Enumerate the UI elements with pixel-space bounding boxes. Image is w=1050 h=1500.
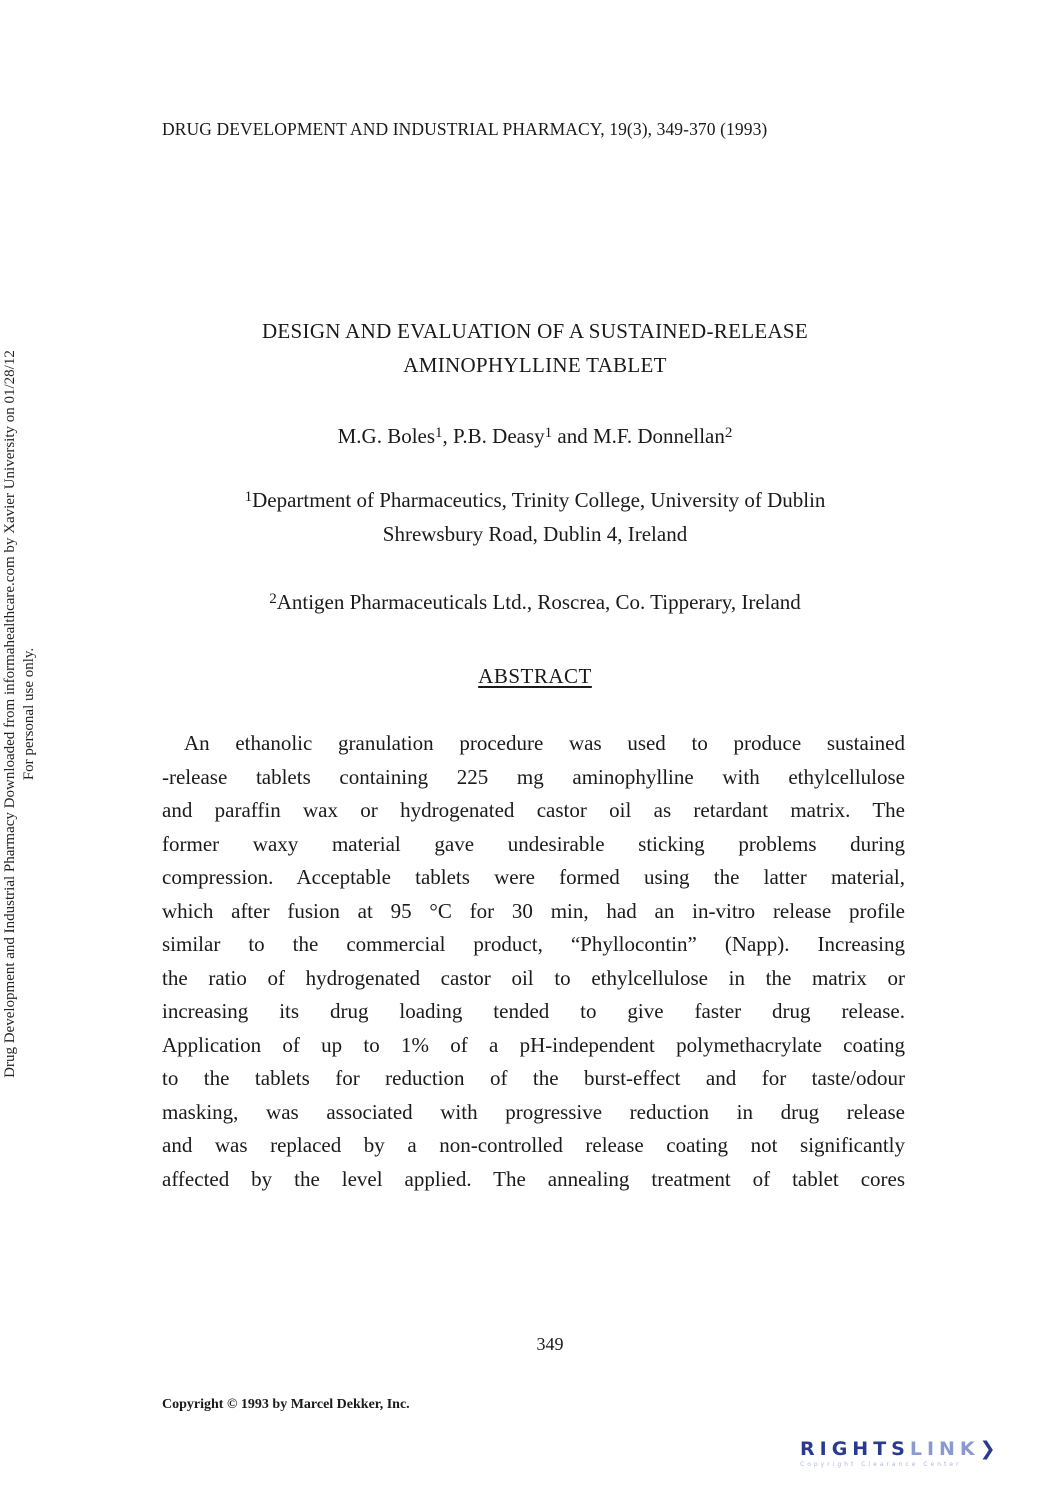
abstract-line: increasing its drug loading tended to give faster drug release. xyxy=(162,999,905,1023)
watermark-line-1: Drug Development and Industrial Pharmacy Downloaded from informahealthcare.com by Xavier University on 01/28/12 xyxy=(2,350,18,1078)
abstract-heading: ABSTRACT xyxy=(478,664,592,688)
download-watermark xyxy=(1,244,39,1184)
abstract-line: to the tablets for reduction of the burst-effect and for taste/odour xyxy=(162,1066,905,1090)
affiliation-2-line-1: Antigen Pharmaceuticals Ltd., Roscrea, Co. Tipperary, Ireland xyxy=(276,590,801,614)
copyright-notice: Copyright © 1993 by Marcel Dekker, Inc. xyxy=(162,1397,410,1412)
journal-header: DRUG DEVELOPMENT AND INDUSTRIAL PHARMACY, 19(3), 349-370 (1993) xyxy=(162,119,768,139)
abstract-line: -release tablets containing 225 mg aminophylline with ethylcellulose xyxy=(162,764,905,789)
paper-title-line-1: DESIGN AND EVALUATION OF A SUSTAINED-RELEASE xyxy=(261,319,809,343)
abstract-line: affected by the level applied. The annealing treatment of tablet cores xyxy=(162,1166,905,1191)
author-affil: 2 xyxy=(724,425,733,441)
abstract-line: masking, was associated with progressive reduction in drug release xyxy=(162,1099,905,1124)
author-affil: 1 xyxy=(435,425,443,441)
affiliation-2 xyxy=(150,590,920,615)
abstract-line: former waxy material gave undesirable sticking problems during xyxy=(162,831,905,856)
author-sep: , xyxy=(442,424,454,448)
affiliation-1-line-1: Department of Pharmaceutics, Trinity College, University of Dublin xyxy=(252,488,826,512)
affiliation-1-line-2: Shrewsbury Road, Dublin 4, Ireland xyxy=(382,522,688,546)
affil-marker: 1 xyxy=(244,489,253,505)
logo-subtitle: Copyright Clearance Center xyxy=(800,1461,962,1468)
abstract-line: Application of up to 1% of a pH-independent polymethacrylate coating xyxy=(162,1032,905,1057)
abstract-body xyxy=(162,727,905,1196)
abstract-line: similar to the commercial product, “Phyllocontin” (Napp). Increasing xyxy=(162,932,905,956)
author-affil: 1 xyxy=(544,425,553,441)
authors xyxy=(150,424,920,449)
abstract-line: compression. Acceptable tablets were formed using the latter material, xyxy=(162,865,905,889)
abstract-line: which after fusion at 95 °C for 30 min, had an in-vitro release profile xyxy=(162,898,905,923)
abstract-line: and was replaced by a non-controlled release coating not significantly xyxy=(162,1133,905,1157)
logo-rights: RIGHTS xyxy=(800,1438,910,1460)
paper-title-line-2: AMINOPHYLLINE TABLET xyxy=(403,353,667,377)
chevron-icon: ❯ xyxy=(979,1438,1001,1460)
abstract-line: An ethanolic granulation procedure was used to produce sustained xyxy=(184,731,905,755)
watermark-line-2: For personal use only. xyxy=(21,647,37,781)
affiliation-1 xyxy=(150,488,920,513)
affil-marker: 2 xyxy=(269,591,277,607)
author-sep: and xyxy=(552,424,593,448)
abstract-line: the ratio of hydrogenated castor oil to ethylcellulose in the matrix or xyxy=(162,965,905,990)
author-name: P.B. Deasy xyxy=(453,424,545,448)
rightslink-logo[interactable] xyxy=(800,1438,1001,1468)
abstract-line: and paraffin wax or hydrogenated castor oil as retardant matrix. The xyxy=(162,798,905,822)
logo-link: LINK xyxy=(909,1438,980,1460)
author-name: M.G. Boles xyxy=(337,424,436,448)
page-number: 349 xyxy=(536,1334,564,1354)
author-name: M.F. Donnellan xyxy=(592,424,725,448)
